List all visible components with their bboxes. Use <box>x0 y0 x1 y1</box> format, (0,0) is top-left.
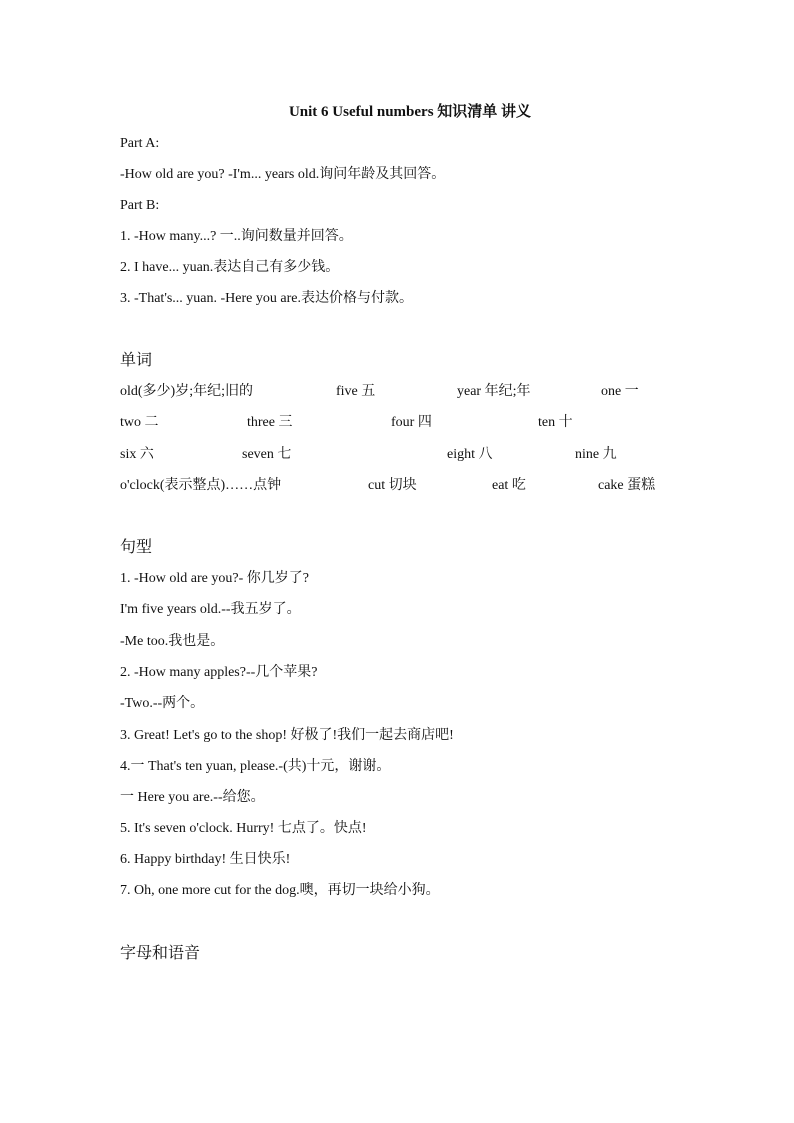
vocab-item: nine 九 <box>575 447 617 462</box>
sentence-line: 3. Great! Let's go to the shop! 好极了!我们一起去商店吧! <box>120 728 454 743</box>
vocab-item: four 四 <box>391 415 432 430</box>
sentence-line: 5. It's seven o'clock. Hurry! 七点了。快点! <box>120 821 367 836</box>
document-title: Unit 6 Useful numbers 知识清单 讲义 <box>288 104 532 120</box>
sentence-line: 4.一 That's ten yuan, please.-(共)十元，谢谢。 <box>120 759 391 774</box>
vocab-item: year 年纪;年 <box>457 384 531 399</box>
vocab-item: eat 吃 <box>492 478 526 493</box>
sentence-line: 一 Here you are.--给您。 <box>120 790 265 805</box>
phonics-heading: 字母和语音 <box>120 945 201 962</box>
part-a-label: Part A: <box>120 136 160 151</box>
vocab-item: old(多少)岁;年纪;旧的 <box>120 384 253 399</box>
part-b-label: Part B: <box>120 198 160 213</box>
part-a-line: -How old are you? -I'm... years old.询问年龄及其回答。 <box>120 167 446 182</box>
sentence-line: 7. Oh, one more cut for the dog.噢，再切一块给小狗。 <box>120 883 440 898</box>
part-b-line: 1. -How many...? 一..询问数量并回答。 <box>120 229 353 244</box>
vocab-heading: 单词 <box>120 352 153 369</box>
sentence-line: -Two.--两个。 <box>120 696 205 711</box>
vocab-item: ten 十 <box>538 415 573 430</box>
part-b-line: 2. I have... yuan.表达自己有多少钱。 <box>120 260 340 275</box>
vocab-item: cake 蛋糕 <box>598 478 656 493</box>
vocab-item: eight 八 <box>447 447 493 462</box>
vocab-item: o'clock(表示整点)……点钟 <box>120 478 282 493</box>
sentence-line: I'm five years old.--我五岁了。 <box>120 602 301 617</box>
vocab-item: two 二 <box>120 415 159 430</box>
sentence-line: 2. -How many apples?--几个苹果? <box>120 665 318 680</box>
part-b-line: 3. -That's... yuan. -Here you are.表达价格与付款。 <box>120 291 413 306</box>
sentence-line: 6. Happy birthday! 生日快乐! <box>120 852 291 867</box>
vocab-item: cut 切块 <box>368 478 417 493</box>
vocab-item: three 三 <box>247 415 293 430</box>
vocab-item: six 六 <box>120 447 154 462</box>
sentence-line: -Me too.我也是。 <box>120 634 225 649</box>
sentence-line: 1. -How old are you?- 你几岁了? <box>120 571 309 586</box>
vocab-item: one 一 <box>601 384 639 399</box>
vocab-item: seven 七 <box>242 447 292 462</box>
sentences-heading: 句型 <box>120 539 153 556</box>
vocab-item: five 五 <box>336 384 376 399</box>
